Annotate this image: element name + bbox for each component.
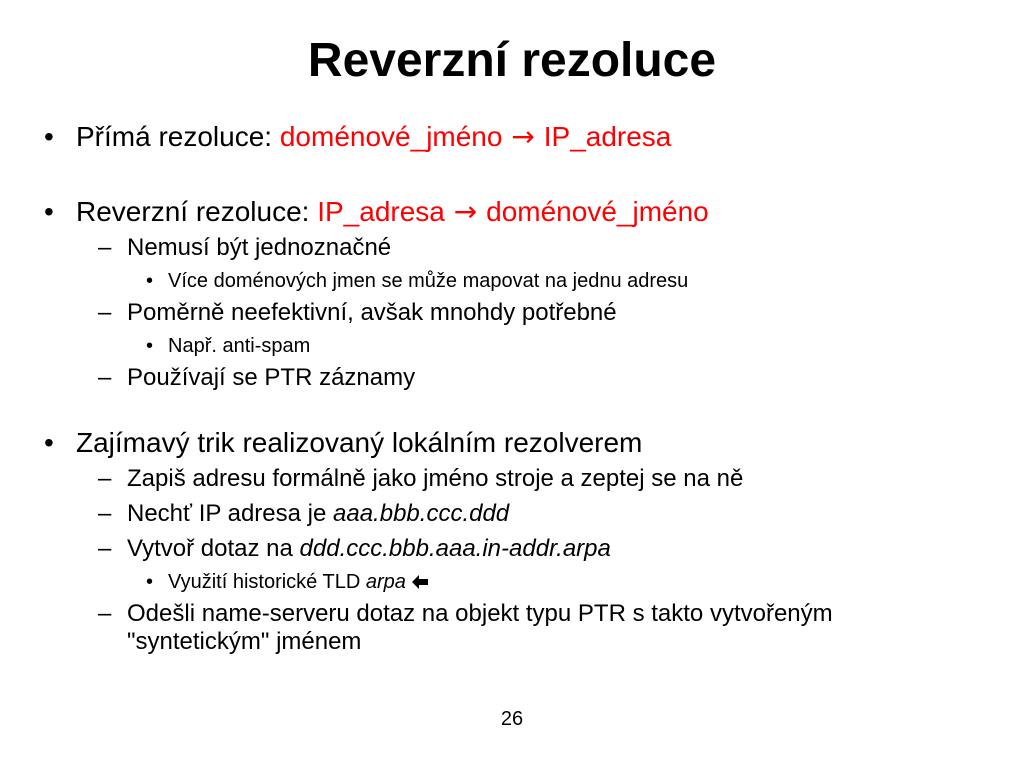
trick-sub-create-query [127,534,611,564]
trick-sub-send-query-line1: Odešli name-serveru dotaz na objekt typu PTR s takto vytvořeným [127,600,833,627]
forward-resolution-from: doménové_jméno [279,121,503,152]
arrow-left-icon [411,571,429,591]
ip-address-text: Nechť IP adresa je [127,500,334,527]
reverse-sub-inefficient: Poměrně neefektivní, avšak mnohdy potřebné [127,299,617,326]
trick-sub-arpa-tld [168,569,429,595]
reverse-resolution-label: Reverzní rezoluce: [76,196,318,227]
sub-bullet-dash: – [98,500,112,527]
sub-bullet-dash: – [98,600,112,627]
arpa-tld-name: arpa [365,571,406,593]
bullet-dot: • [44,121,54,152]
reverse-sub-anti-spam: Např. anti-spam [168,335,311,357]
trick-sub-ip-address [127,499,509,529]
reverse-resolution-from: IP_adresa [317,196,445,227]
trick-sub-write-address: Zapiš adresu formálně jako jméno stroje a zeptej se na ně [127,465,744,492]
sub-sub-bullet-dot: • [146,335,154,357]
create-query-domain: ddd.ccc.bbb.aaa.in-addr.arpa [299,535,611,562]
bullet-local-resolver-trick: Zajímavý trik realizovaný lokálním rezolverem [76,427,643,458]
reverse-sub-multiple-names: Více doménových jmen se může mapovat na jednu adresu [168,270,689,292]
right-arrow-icon: → [453,195,478,228]
reverse-sub-ambiguous: Nemusí být jednoznačné [127,234,392,261]
reverse-resolution-to: doménové_jméno [486,196,709,227]
bullet-reverse-resolution [76,195,709,229]
trick-sub-send-query-line2: "syntetickým" jménem [127,628,362,655]
sub-sub-bullet-dot: • [146,270,154,292]
sub-bullet-dash: – [98,465,112,492]
bullet-forward-resolution [76,120,671,154]
page-number: 26 [500,708,524,730]
bullet-dot: • [44,196,54,227]
create-query-text: Vytvoř dotaz na [127,535,300,562]
right-arrow-icon: → [511,120,535,153]
arpa-tld-text: Využití historické TLD [168,571,366,593]
forward-resolution-label: Přímá rezoluce: [76,121,280,152]
sub-bullet-dash: – [98,535,112,562]
sub-bullet-dash: – [98,234,112,261]
forward-resolution-to: IP_adresa [543,121,672,152]
ip-address-example: aaa.bbb.ccc.ddd [333,500,510,527]
bullet-dot: • [44,427,54,458]
slide-title: Reverzní rezoluce [307,34,717,87]
sub-bullet-dash: – [98,299,112,326]
reverse-sub-ptr: Používají se PTR záznamy [127,364,416,391]
sub-bullet-dash: – [98,364,112,391]
sub-sub-bullet-dot: • [146,571,154,593]
